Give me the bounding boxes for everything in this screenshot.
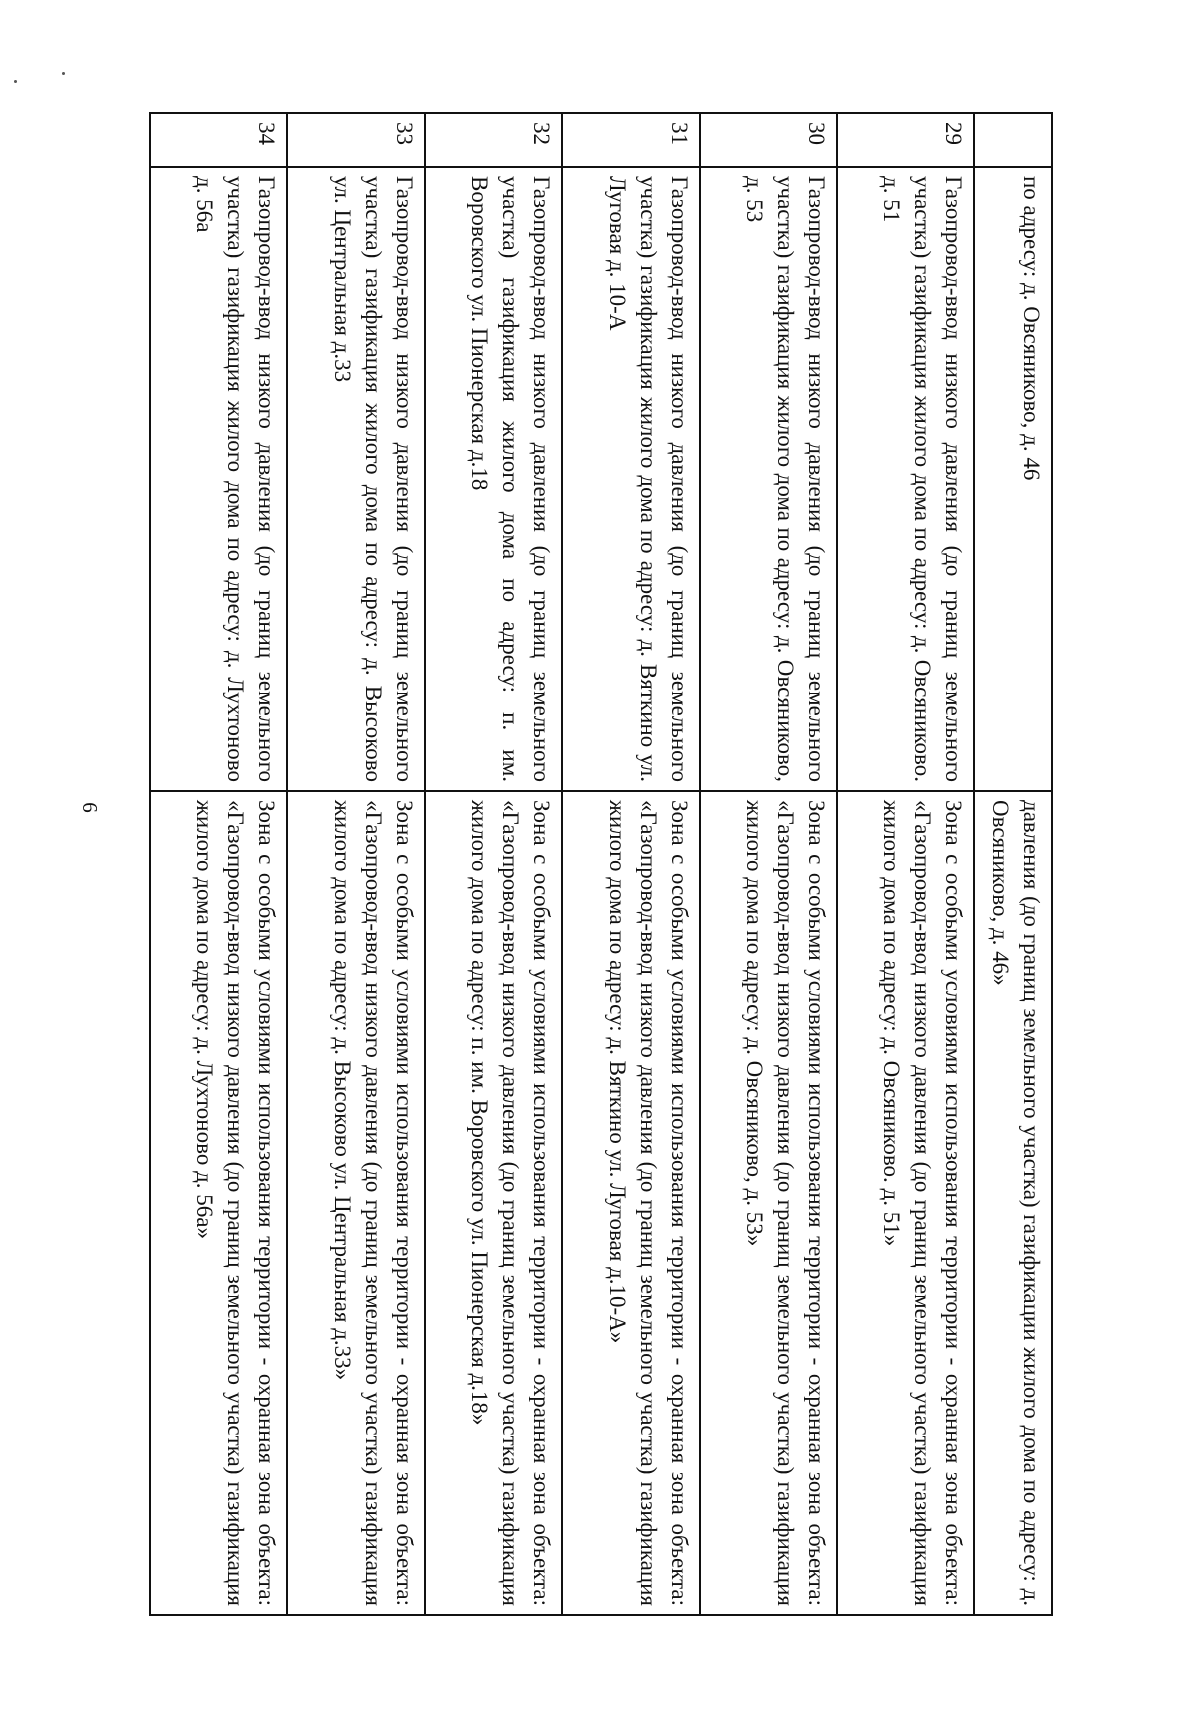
table-row [700, 113, 837, 1615]
object-description: Газопровод-ввод низкого давления (до границ земельного участка) газификация жилого дома по адресу: п. им. Воровского ул. Пионерская д.18 [425, 167, 562, 791]
zone-description: давления (до границ земельного участка) газификации жилого дома по адресу: д. Овсяниково, д. 46» [974, 791, 1052, 1615]
row-number: 34 [150, 113, 287, 167]
row-number: 32 [425, 113, 562, 167]
scan-speck [14, 80, 17, 83]
zone-description: Зона с особыми условиями использования территории - охранная зона объекта: «Газопровод-ввод низкого давления (до границ земельного участка) газификация жилого дома по адресу: д. Овсяниково. д. 51» [837, 791, 974, 1615]
table-row [287, 113, 424, 1615]
row-number: 29 [837, 113, 974, 167]
object-description: по адресу: д. Овсяниково, д. 46 [974, 167, 1052, 791]
table-row [562, 113, 699, 1615]
object-description: Газопровод-ввод низкого давления (до границ земельного участка) газификация жилого дома по адресу: д. Высоково ул. Центральная д.33 [287, 167, 424, 791]
table-row [974, 113, 1052, 1615]
row-number: 30 [700, 113, 837, 167]
object-description: Газопровод-ввод низкого давления (до границ земельного участка) газификация жилого дома по адресу: д. Вяткино ул. Луговая д. 10-А [562, 167, 699, 791]
object-description: Газопровод-ввод низкого давления (до границ земельного участка) газификация жилого дома по адресу: д. Овсяниково, д. 53 [700, 167, 837, 791]
zone-description: Зона с особыми условиями использования территории - охранная зона объекта: «Газопровод-ввод низкого давления (до границ земельного участка) газификация жилого дома по адресу: д. Вяткино ул. Луговая д.10-А» [562, 791, 699, 1615]
row-number: 33 [287, 113, 424, 167]
object-description: Газопровод-ввод низкого давления (до границ земельного участка) газификация жилого дома по адресу: д. Овсяниково. д. 51 [837, 167, 974, 791]
zones-table [149, 112, 1053, 1616]
object-description: Газопровод-ввод низкого давления (до границ земельного участка) газификация жилого дома по адресу: д. Лухтоново д. 56а [150, 167, 287, 791]
row-number [974, 113, 1052, 167]
table-row [837, 113, 974, 1615]
table-row [150, 113, 287, 1615]
zone-description: Зона с особыми условиями использования территории - охранная зона объекта: «Газопровод-ввод низкого давления (до границ земельного участка) газификация жилого дома по адресу: д. Лухтоново д. 56а» [150, 791, 287, 1615]
row-number: 31 [562, 113, 699, 167]
zone-description: Зона с особыми условиями использования территории - охранная зона объекта: «Газопровод-ввод низкого давления (до границ земельного участка) газификация жилого дома по адресу: д. Высоково ул. Центральная д.33» [287, 791, 424, 1615]
table-row [425, 113, 562, 1615]
scan-speck [62, 72, 65, 75]
page-number: 6 [77, 802, 102, 813]
zone-description: Зона с особыми условиями использования территории - охранная зона объекта: «Газопровод-ввод низкого давления (до границ земельного участка) газификация жилого дома по адресу: д. Овсяниково, д. 53» [700, 791, 837, 1615]
zone-description: Зона с особыми условиями использования территории - охранная зона объекта: «Газопровод-ввод низкого давления (до границ земельного участка) газификация жилого дома по адресу: п. им. Воровского ул. Пионерская д.18» [425, 791, 562, 1615]
